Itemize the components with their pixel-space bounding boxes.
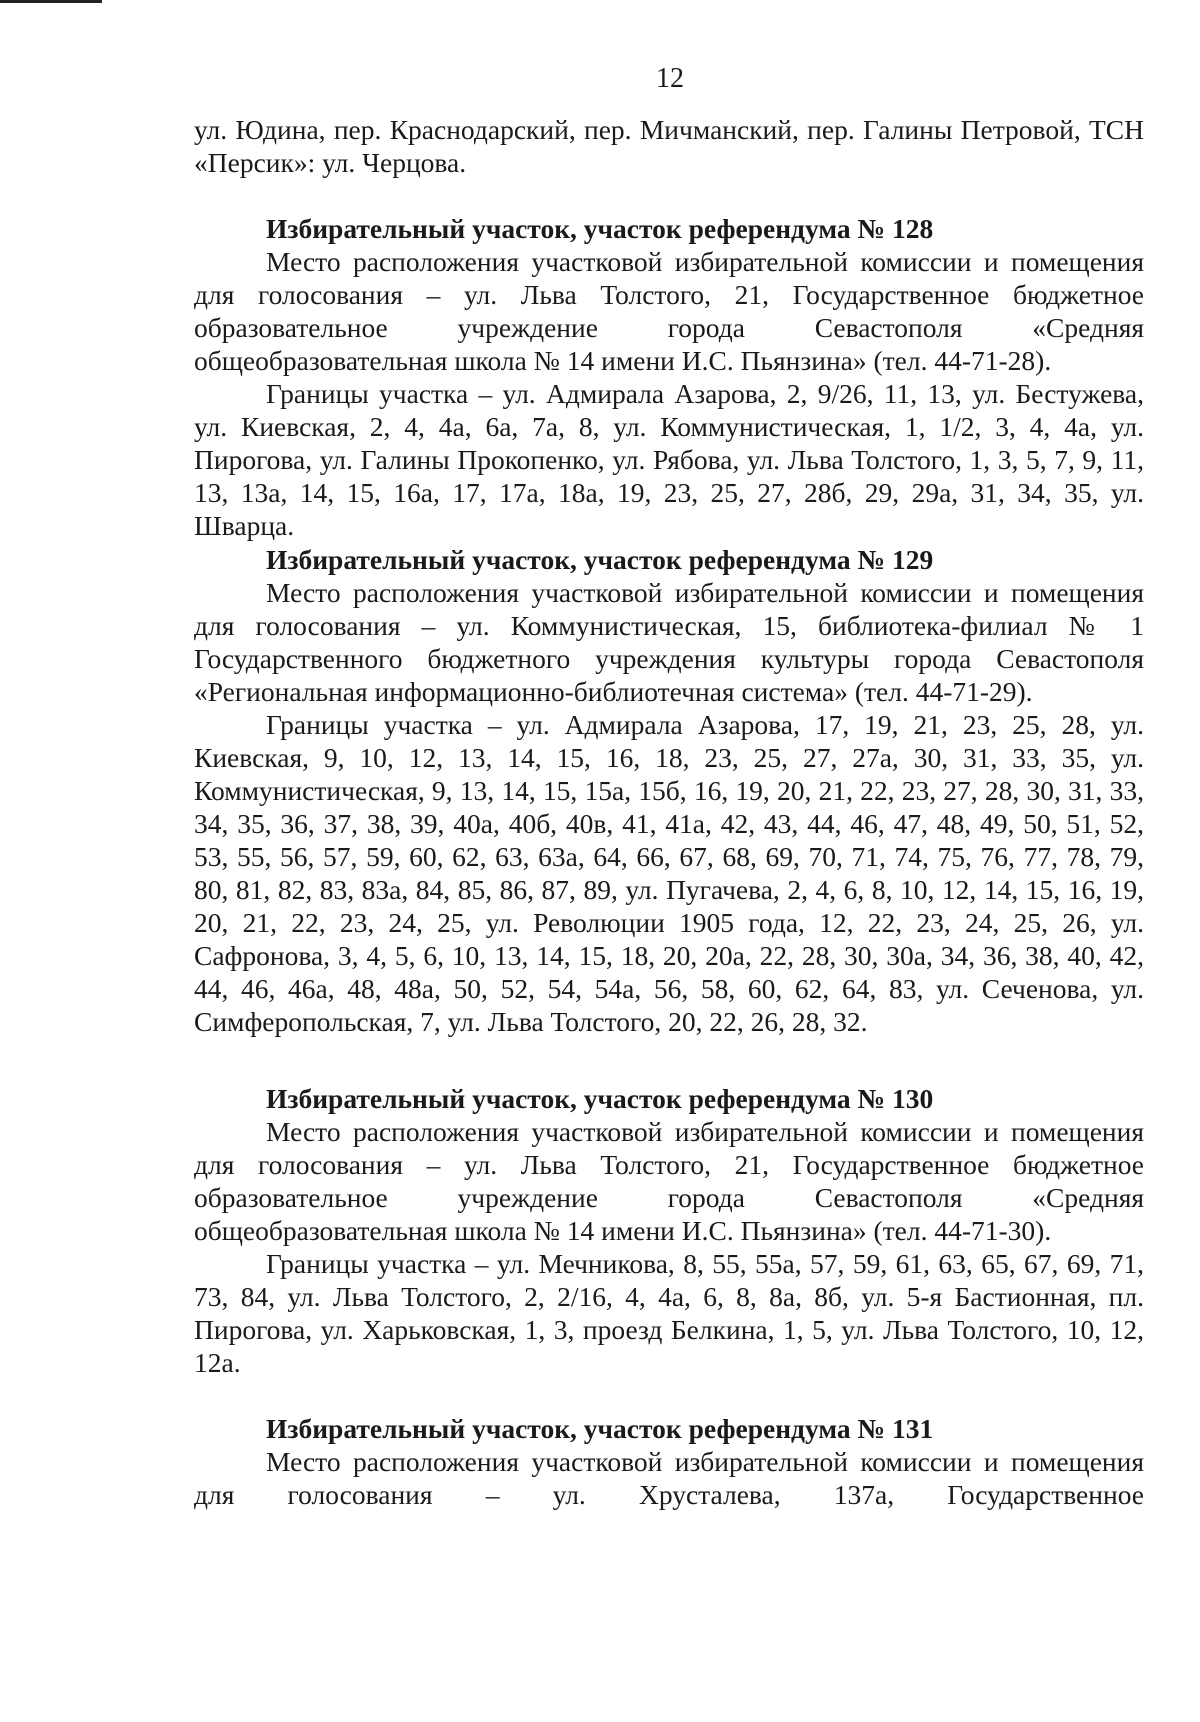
polling-section-129 (194, 543, 1144, 1038)
polling-section-130 (194, 1082, 1144, 1379)
boundaries-paragraph: Границы участка – ул. Адмирала Азарова, 2, 9/26, 11, 13, ул. Бестужева, ул. Киевская, 2, 4, 4а, 6а, 7а, 8, ул. Коммунистическая, 1, 1/2, 3, 4, 4а, ул. Пирогова, ул. Галины Прокопенко, ул. Рябова, ул. Льва Толстого, 1, 3, 5, 7, 9, 11, 13, 13а, 14, 15, 16а, 17, 17а, 18а, 19, 23, 25, 27, 28б, 29, 29а, 31, 34, 35, ул. Шварца. (194, 378, 1144, 541)
section-heading: Избирательный участок, участок референдума № 128 (266, 213, 934, 244)
location-paragraph: Место расположения участковой избирательной комиссии и помещения для голосования – ул. Хрусталева, 137а, Государственное (194, 1446, 1144, 1510)
boundaries-paragraph: Границы участка – ул. Мечникова, 8, 55, 55а, 57, 59, 61, 63, 65, 67, 69, 71, 73, 84, ул. Льва Толстого, 2, 2/16, 4, 4а, 6, 8, 8а, 8б, ул. 5-я Бастионная, пл. Пирогова, ул. Харьковская, 1, 3, проезд Белкина, 1, 5, ул. Льва Толстого, 10, 12, 12а. (194, 1248, 1144, 1378)
intro-text: ул. Юдина, пер. Краснодарский, пер. Мичманский, пер. Галины Петровой, ТСН «Персик»: ул. Черцова. (194, 114, 1144, 178)
page-number: 12 (656, 63, 684, 94)
polling-section-128 (194, 212, 1144, 542)
boundaries-paragraph: Границы участка – ул. Адмирала Азарова, 17, 19, 21, 23, 25, 28, ул. Киевская, 9, 10, 12, 13, 14, 15, 16, 18, 23, 25, 27, 27а, 30, 31, 33, 35, ул. Коммунистическая, 9, 13, 14, 15, 15а, 15б, 16, 19, 20, 21, 22, 23, 27, 28, 30, 31, 33, 34, 35, 36, 37, 38, 39, 40а, 40б, 40в, 41, 41а, 42, 43, 44, 46, 47, 48, 49, 50, 51, 52, 53, 55, 56, 57, 59, 60, 62, 63, 63а, 64, 66, 67, 68, 69, 70, 71, 74, 75, 76, 77, 78, 79, 80, 81, 82, 83, 83а, 84, 85, 86, 87, 89, ул. Пугачева, 2, 4, 6, 8, 10, 12, 14, 15, 16, 19, 20, 21, 22, 23, 24, 25, ул. Революции 1905 года, 12, 22, 23, 24, 25, 26, ул. Сафронова, 3, 4, 5, 6, 10, 13, 14, 15, 18, 20, 20а, 22, 28, 30, 30а, 34, 36, 38, 40, 42, 44, 46, 46а, 48, 48а, 50, 52, 54, 54а, 56, 58, 60, 62, 64, 83, ул. Сеченова, ул. Симферопольская, 7, ул. Льва Толстого, 20, 22, 26, 28, 32. (194, 709, 1144, 1037)
location-paragraph: Место расположения участковой избирательной комиссии и помещения для голосования – ул. Коммунистическая, 15, библиотека-филиал № 1 Государственного бюджетного учреждения культуры города Севастополя «Региональная информационно-библиотечная система» (тел. 44-71-29). (194, 577, 1144, 707)
polling-section-131 (194, 1412, 1144, 1511)
location-paragraph: Место расположения участковой избирательной комиссии и помещения для голосования – ул. Льва Толстого, 21, Государственное бюджетное образовательное учреждение города Севастополя «Средняя общеобразовательная школа № 14 имени И.С. Пьянзина» (тел. 44-71-30). (194, 1116, 1144, 1246)
section-heading: Избирательный участок, участок референдума № 131 (266, 1413, 934, 1444)
section-heading: Избирательный участок, участок референдума № 129 (266, 544, 934, 575)
intro-block (194, 113, 1144, 179)
scan-corner-mark (0, 0, 102, 3)
section-heading: Избирательный участок, участок референдума № 130 (266, 1083, 934, 1114)
location-paragraph: Место расположения участковой избирательной комиссии и помещения для голосования – ул. Льва Толстого, 21, Государственное бюджетное образовательное учреждение города Севастополя «Средняя общеобразовательная школа № 14 имени И.С. Пьянзина» (тел. 44-71-28). (194, 246, 1144, 376)
